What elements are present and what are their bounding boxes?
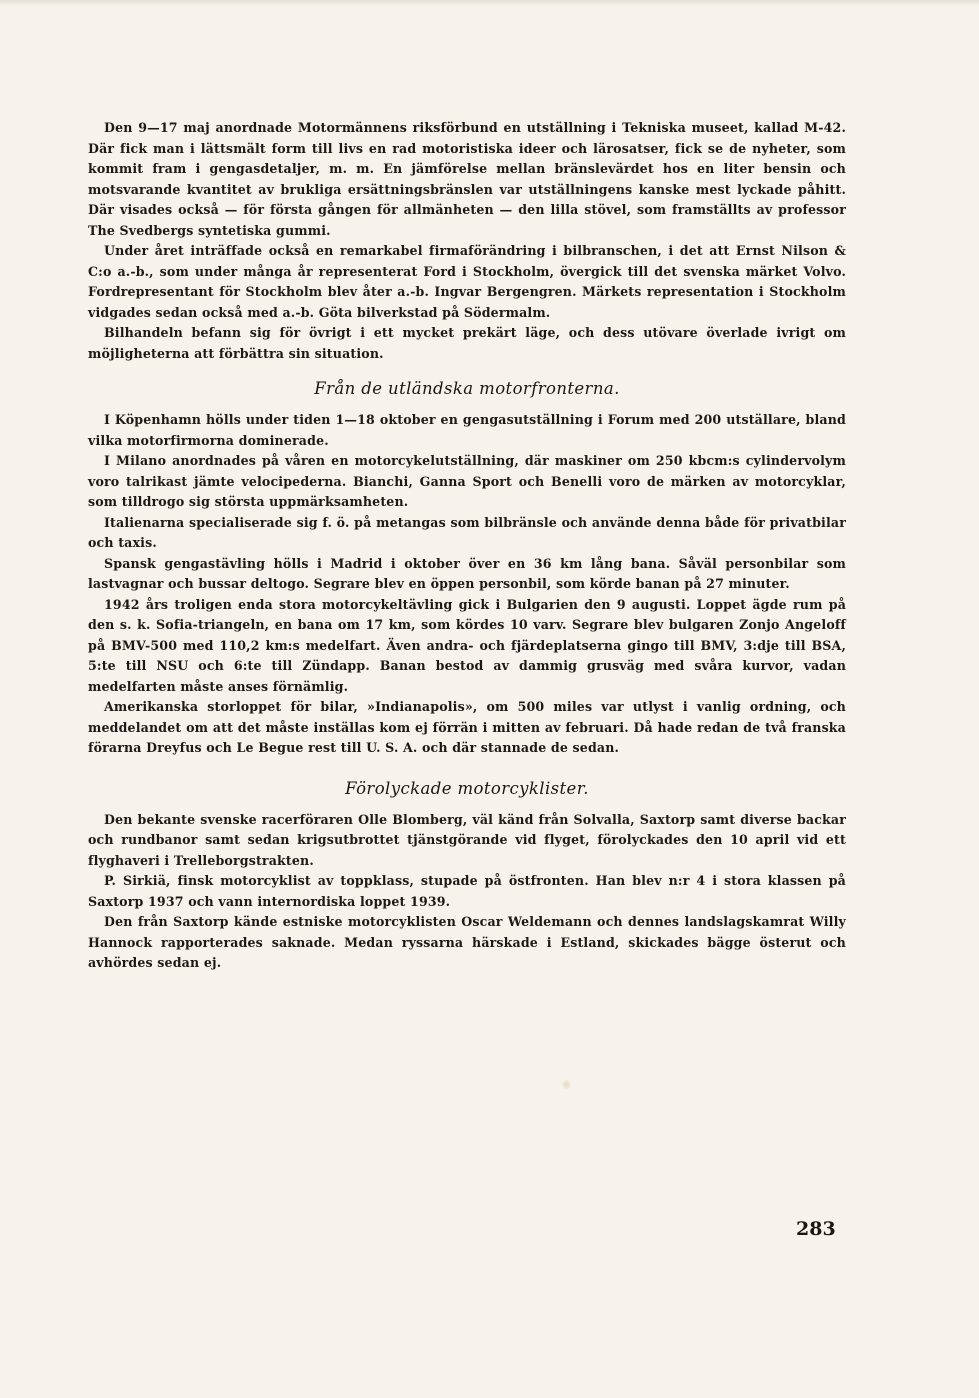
paragraph: Under året inträffade också en remarkabel firmaförändring i bilbranschen, i det att Ernst Nilson & C:o a.-b., som under många år representerat Ford i Stockholm, övergick till det svenska märket Volvo. Fordrepresentant för Stockholm blev åter a.-b. Ingvar Bergengren. Märkets representation i Stockholm vidgades sedan också med a.-b. Göta bilverkstad på Södermalm. [88, 243, 846, 320]
page-body [88, 118, 846, 974]
paragraph: Amerikanska storloppet för bilar, »Indianapolis», om 500 miles var utlyst i vanlig ordning, och meddelandet om att det måste inställas kom ej förrän i mitten av februari. Då hade redan de två franska förarna Dreyfus och Le Begue rest till U. S. A. och där stannade de sedan. [88, 699, 846, 755]
paragraph: Italienarna specialiserade sig f. ö. på metangas som bilbränsle och använde denna både för privatbilar och taxis. [88, 514, 846, 550]
paragraph: Den 9—17 maj anordnade Motormännens riksförbund en utställning i Tekniska museet, kallad M-42. Där fick man i lättsmält form till livs en rad motoristiska ideer och lärosatser, fick se de nyheter, som kommit fram i gengasdetaljer, m. m. En jämförelse mellan bränslevärdet hos en liter bensin och motsvarande kvantitet av brukliga ersättningsbränslen var utställningens kanske mest lyckade påhitt. Där visades också — för första gången för allmänheten — den lilla stövel, som framställts av professor The Svedbergs syntetiska gummi. [88, 120, 846, 238]
paragraph: 1942 års troligen enda stora motorcykeltävling gick i Bulgarien den 9 augusti. Loppet ägde rum på den s. k. Sofia-triangeln, en bana om 17 km, som kördes 10 varv. Segrare blev bulgaren Zonjo Angeloff på BMV-500 med 110,2 km:s medelfart. Även andra- och fjärdeplatserna gingo till BMV, 3:dje till BSA, 5:te till NSU och 6:te till Zündapp. Banan bestod av dammig grusväg med svåra kurvor, vadan medelfarten måste anses förnämlig. [88, 596, 846, 694]
paragraph: Den från Saxtorp kände estniske motorcyklisten Oscar Weldemann och dennes landslagskamrat Willy Hannock rapporterades saknade. Medan ryssarna härskade i Estland, skickades bägge österut och avhördes sedan ej. [88, 914, 846, 970]
intro-section [88, 118, 846, 364]
section-heading: Från de utländska motorfronterna. [314, 379, 620, 398]
page-number: 283 [796, 1218, 836, 1240]
section-heading: Förolyckade motorcyklister. [345, 778, 589, 798]
paragraph: I Milano anordnades på våren en motorcykelutställning, där maskiner om 250 kbcm:s cylindervolym voro talrikast jämte velocipederna. Bianchi, Ganna Sport och Benelli voro de märken av motorcyklar, som tilldrogo sig största uppmärksamheten. [88, 453, 846, 509]
paragraph: Den bekante svenske racerföraren Olle Blomberg, väl känd från Solvalla, Saxtorp samt diverse backar och rundbanor samt sedan krigsutbrottet tjänstgörande vid flyget, förolyckades den 10 april vid ett flyghaveri i Trelleborgstrakten. [88, 811, 846, 868]
paragraph: P. Sirkiä, finsk motorcyklist av toppklass, stupade på östfronten. Han blev n:r 4 i stora klassen på Saxtorp 1937 och vann internordiska loppet 1939. [88, 873, 846, 909]
paper-speck [562, 1080, 571, 1089]
foreign-motor-section [88, 377, 846, 759]
page-top-edge [0, 0, 979, 6]
paragraph: I Köpenhamn hölls under tiden 1—18 oktober en gengasutställning i Forum med 200 utställare, bland vilka motorfirmorna dominerade. [88, 412, 846, 448]
accidents-section [88, 777, 846, 974]
paragraph: Bilhandeln befann sig för övrigt i ett mycket prekärt läge, och dess utövare överlade ivrigt om möjligheterna att förbättra sin situation. [88, 325, 846, 361]
paragraph: Spansk gengastävling hölls i Madrid i oktober över en 36 km lång bana. Såväl personbilar som lastvagnar och bussar deltogo. Segrare blev en öppen personbil, som körde banan på 27 minuter. [88, 555, 846, 591]
